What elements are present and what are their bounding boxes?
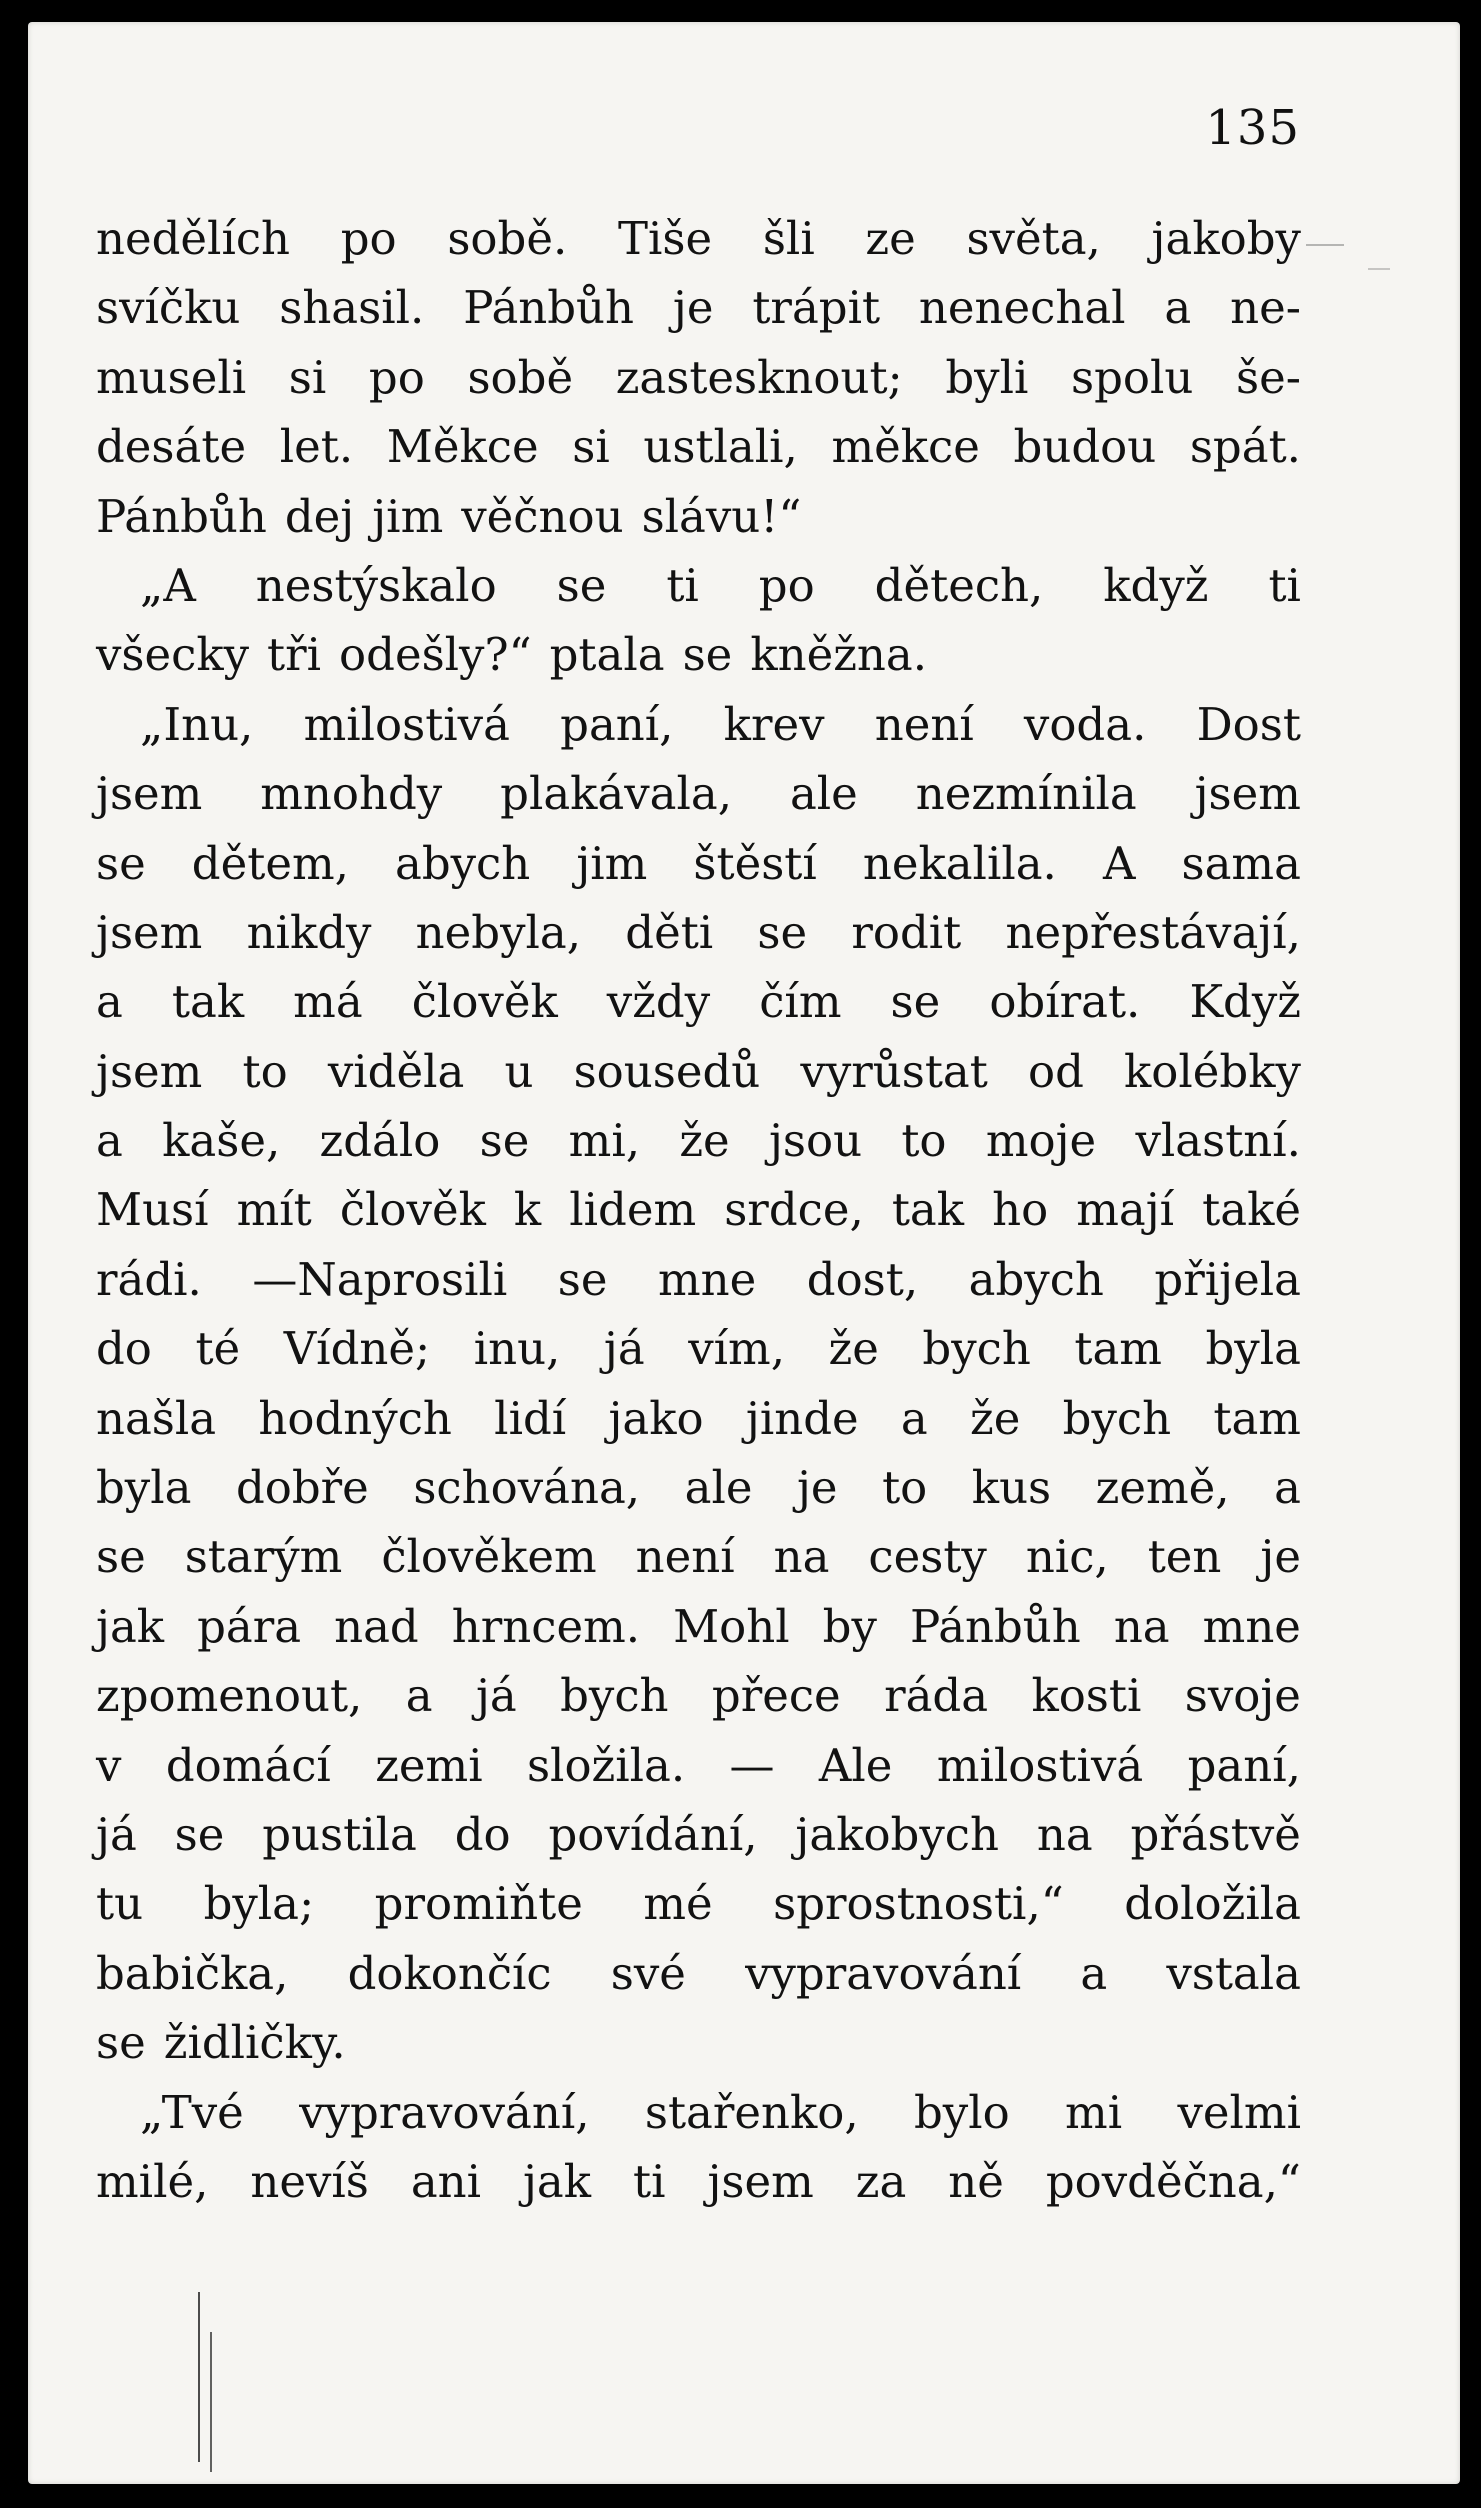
word: dost, (806, 1252, 919, 1306)
margin-mark (1368, 268, 1390, 270)
word: jim (372, 489, 444, 543)
word: tak (171, 975, 245, 1029)
word: Měkce (386, 420, 539, 474)
word: še- (1235, 350, 1301, 404)
word: jsem (96, 1044, 203, 1098)
word: té (195, 1322, 241, 1376)
word: se (96, 836, 146, 890)
word: ani (410, 2154, 482, 2208)
word: milostivá (303, 697, 510, 751)
word: vypravování, (299, 2085, 590, 2139)
word: člověkem (381, 1530, 597, 1584)
word: moje (985, 1114, 1097, 1168)
text-line (96, 212, 1301, 281)
word: povděčna,“ (1045, 2154, 1301, 2208)
margin-mark (210, 2332, 212, 2472)
text-line (96, 906, 1301, 975)
word: vím, (688, 1322, 786, 1376)
word: dokončíc (347, 1946, 552, 2000)
word: ho (992, 1183, 1049, 1237)
word: zemi (375, 1738, 483, 1792)
word: se (682, 628, 733, 682)
word: jsem (96, 905, 203, 959)
word: bych (1062, 1391, 1172, 1445)
word: paní, (560, 697, 674, 751)
word: kolébky (1124, 1044, 1301, 1098)
word: dětech, (874, 558, 1044, 612)
text-line (96, 837, 1301, 906)
word: když (1103, 558, 1209, 612)
word: jakobych (795, 1807, 999, 1861)
word: bylo (914, 2085, 1010, 2139)
word: milostivá (936, 1738, 1144, 1792)
word: mít (236, 1183, 312, 1237)
word: byli (945, 350, 1029, 404)
word: do (96, 1322, 152, 1376)
word: Tiše (617, 212, 713, 265)
word: je (1260, 1530, 1301, 1584)
word: a (96, 975, 123, 1029)
word: kněžna. (750, 628, 928, 682)
word: šli (762, 212, 815, 265)
word: světa, (966, 212, 1101, 265)
word: přece (711, 1669, 841, 1723)
word: obírat. (989, 975, 1141, 1029)
word: budou (1013, 420, 1157, 474)
word: za (855, 2154, 907, 2208)
word: nad (334, 1599, 419, 1653)
word: u (504, 1044, 534, 1098)
text-line (96, 767, 1301, 836)
word: mnohdy (260, 767, 443, 821)
word: země, (1095, 1461, 1230, 1515)
word: hodných (258, 1391, 452, 1445)
word: že (679, 1114, 730, 1168)
word: na (1036, 1807, 1093, 1861)
word: že (828, 1322, 879, 1376)
word: mé (643, 1877, 713, 1931)
word: vždy (606, 975, 711, 1029)
word: a (900, 1391, 928, 1445)
word: židličky. (163, 2016, 346, 2070)
word: hrncem. (451, 1599, 641, 1653)
word: nikdy (246, 905, 372, 959)
text-line (96, 1808, 1301, 1877)
word: to (882, 1461, 928, 1515)
word: po (758, 558, 815, 612)
word: je (796, 1461, 838, 1515)
word: odešly?“ (339, 628, 532, 682)
word: člověk (411, 975, 558, 1029)
word: jsem (1194, 767, 1301, 821)
word: „A (140, 558, 196, 612)
word: domácí (165, 1738, 331, 1792)
word: vstala (1166, 1946, 1301, 2000)
word: „Tvé (140, 2085, 244, 2139)
word: ze (865, 212, 916, 265)
word: Ale (818, 1738, 893, 1792)
word: není (635, 1530, 735, 1584)
word: si (288, 350, 327, 404)
word: a (1274, 1461, 1301, 1515)
text-line (96, 559, 1301, 628)
word: ti (666, 558, 699, 612)
text-line (96, 2086, 1301, 2155)
word: velmi (1177, 2085, 1301, 2139)
word: tak (891, 1183, 965, 1237)
text-line (96, 2155, 1301, 2224)
word: není (874, 697, 974, 751)
text-line (96, 1253, 1301, 1322)
word: nevíš (250, 2154, 369, 2208)
word: schována, (413, 1461, 641, 1515)
word: inu, (473, 1322, 561, 1376)
word: desáte (96, 420, 247, 474)
text-line (96, 628, 1301, 697)
word: ně (948, 2154, 1004, 2208)
word: jako (608, 1391, 704, 1445)
word: milé, (96, 2154, 209, 2208)
word: sama (1181, 836, 1301, 890)
word: já (96, 1807, 137, 1861)
word: zdálo (319, 1114, 441, 1168)
word: a (1164, 281, 1192, 335)
word: vypravování (745, 1946, 1022, 2000)
margin-mark (1306, 244, 1344, 246)
word: doložila (1124, 1877, 1301, 1931)
word: Pánbůh (96, 489, 267, 543)
word: paní, (1187, 1738, 1301, 1792)
word: ráda (884, 1669, 989, 1723)
word: děti (625, 905, 714, 959)
word: k (513, 1183, 542, 1237)
word: si (572, 420, 610, 474)
word: spolu (1070, 350, 1194, 404)
word: já (475, 1669, 517, 1723)
word: abych (968, 1252, 1104, 1306)
text-line (96, 281, 1301, 350)
word: na (773, 1530, 830, 1584)
word: se (96, 2016, 146, 2070)
word: kosti (1031, 1669, 1142, 1723)
word: to (901, 1114, 947, 1168)
text-line (96, 2016, 1301, 2085)
word: Musí (96, 1183, 209, 1237)
word: mne (1202, 1599, 1301, 1653)
word: věčnou (461, 489, 624, 543)
word: se (96, 1530, 146, 1584)
word: jakoby (1151, 212, 1301, 265)
word: na (1113, 1599, 1170, 1653)
word: byla (1205, 1322, 1301, 1376)
word: povídání, (548, 1807, 758, 1861)
word: jsem (707, 2154, 814, 2208)
word: Vídně; (283, 1322, 431, 1376)
word: se (557, 1252, 608, 1306)
word: to (242, 1044, 288, 1098)
word: tam (1074, 1322, 1162, 1376)
word: mi, (568, 1114, 641, 1168)
word: že (970, 1391, 1021, 1445)
word: a (405, 1669, 433, 1723)
word: se (556, 558, 607, 612)
word: ustlali, (643, 420, 798, 474)
word: po (340, 212, 397, 265)
word: našla (96, 1391, 217, 1445)
word: čím (759, 975, 842, 1029)
text-line (96, 1530, 1301, 1599)
word: jinde (745, 1391, 859, 1445)
word: srdce, (724, 1183, 864, 1237)
word: také (1202, 1183, 1301, 1237)
word: se (174, 1807, 225, 1861)
word: bych (922, 1322, 1031, 1376)
text-line (96, 420, 1301, 489)
word: —Naprosili (252, 1252, 508, 1306)
word: zpomenout, (96, 1669, 363, 1723)
word: dobře (235, 1461, 369, 1515)
word: nic, (1025, 1530, 1109, 1584)
text-line (96, 1461, 1301, 1530)
word: měkce (831, 420, 980, 474)
word: já (603, 1322, 645, 1376)
word: promiňte (374, 1877, 583, 1931)
word: a (96, 1114, 123, 1168)
word: tři (267, 628, 322, 682)
word: by (822, 1599, 877, 1653)
word: a (1080, 1946, 1108, 2000)
word: museli (96, 350, 247, 404)
word: krev (723, 697, 825, 751)
text-line (96, 1669, 1301, 1738)
word: byla; (203, 1877, 315, 1931)
word: do (454, 1807, 511, 1861)
word: mi (1065, 2085, 1123, 2139)
word: starým (184, 1530, 343, 1584)
word: má (293, 975, 363, 1029)
text-line (96, 1322, 1301, 1391)
word: sobě (467, 350, 574, 404)
text-line (96, 351, 1301, 420)
word: shasil. (279, 281, 425, 335)
word: Dost (1196, 697, 1301, 751)
word: let. (279, 420, 354, 474)
word: v (96, 1738, 122, 1792)
word: vlastní. (1135, 1114, 1301, 1168)
word: tam (1213, 1391, 1301, 1445)
word: nezmínila (915, 767, 1137, 821)
word: sprostnosti,“ (773, 1877, 1064, 1931)
word: je (672, 281, 714, 335)
word: trápit (752, 281, 881, 335)
word: dej (284, 489, 355, 543)
word: jsem (96, 767, 203, 821)
text-line (96, 1947, 1301, 2016)
word: spát. (1189, 420, 1301, 474)
word: A (1102, 836, 1136, 890)
word: po (368, 350, 425, 404)
word: ti (633, 2154, 666, 2208)
word: nenechal (918, 281, 1126, 335)
word: plakávala, (500, 767, 733, 821)
word: vyrůstat (800, 1044, 988, 1098)
word: lidí (494, 1391, 567, 1445)
text-line (96, 1392, 1301, 1461)
book-page (28, 22, 1460, 2484)
word: se (479, 1114, 530, 1168)
word: od (1027, 1044, 1084, 1098)
word: sousedů (573, 1044, 761, 1098)
word: ne- (1230, 281, 1301, 335)
text-line (96, 1114, 1301, 1183)
word: rodit (851, 905, 962, 959)
word: štěstí (693, 836, 817, 890)
word: rádi. (96, 1252, 202, 1306)
text-line (96, 975, 1301, 1044)
word: slávu!“ (641, 489, 802, 543)
word: všecky (96, 628, 250, 682)
word: se (757, 905, 808, 959)
page-number: 135 (1205, 100, 1300, 156)
word: mají (1076, 1183, 1175, 1237)
word: nestýskalo (255, 558, 497, 612)
word: nepřestávají, (1005, 905, 1301, 959)
word: — (729, 1738, 775, 1792)
word: Když (1189, 975, 1301, 1029)
word: jak (522, 2154, 592, 2208)
word: cesty (868, 1530, 987, 1584)
word: složila. (526, 1738, 686, 1792)
word: jak (96, 1599, 165, 1653)
word: ti (1268, 558, 1301, 612)
word: Pánbůh (909, 1599, 1081, 1653)
margin-mark (198, 2292, 200, 2462)
word: voda. (1023, 697, 1147, 751)
text-line (96, 1183, 1301, 1252)
text-line (96, 1877, 1301, 1946)
word: své (610, 1946, 686, 2000)
word: tu (96, 1877, 144, 1931)
word: pustila (262, 1807, 417, 1861)
word: nebyla, (415, 905, 582, 959)
word: přástvě (1130, 1807, 1301, 1861)
word: Pánbůh (463, 281, 635, 335)
word: viděla (327, 1044, 465, 1098)
text-line (96, 698, 1301, 767)
word: přijela (1154, 1252, 1301, 1306)
word: pára (197, 1599, 302, 1653)
word: Mohl (673, 1599, 790, 1653)
word: ale (789, 767, 858, 821)
word: ten (1147, 1530, 1222, 1584)
word: jim (576, 836, 648, 890)
word: svíčku (96, 281, 241, 335)
word: ptala (549, 628, 665, 682)
word: abych (395, 836, 531, 890)
word: nekalila. (862, 836, 1057, 890)
word: bych (560, 1669, 669, 1723)
word: ale (684, 1461, 753, 1515)
text-line (96, 1045, 1301, 1114)
word: sobě. (447, 212, 568, 265)
word: „Inu, (140, 697, 254, 751)
word: jsou (768, 1114, 863, 1168)
word: stařenko, (644, 2085, 859, 2139)
text-line (96, 1739, 1301, 1808)
text-line (96, 1600, 1301, 1669)
word: kaše, (162, 1114, 281, 1168)
word: babička, (96, 1946, 289, 2000)
text-line (96, 490, 1301, 559)
word: mne (657, 1252, 757, 1306)
word: dětem, (191, 836, 349, 890)
word: lidem (569, 1183, 697, 1237)
word: kus (971, 1461, 1052, 1515)
word: svoje (1184, 1669, 1301, 1723)
word: se (890, 975, 941, 1029)
word: nedělích (96, 212, 291, 265)
word: člověk (339, 1183, 486, 1237)
word: byla (96, 1461, 192, 1515)
body-text (96, 212, 1301, 2224)
word: zastesknout; (615, 350, 903, 404)
